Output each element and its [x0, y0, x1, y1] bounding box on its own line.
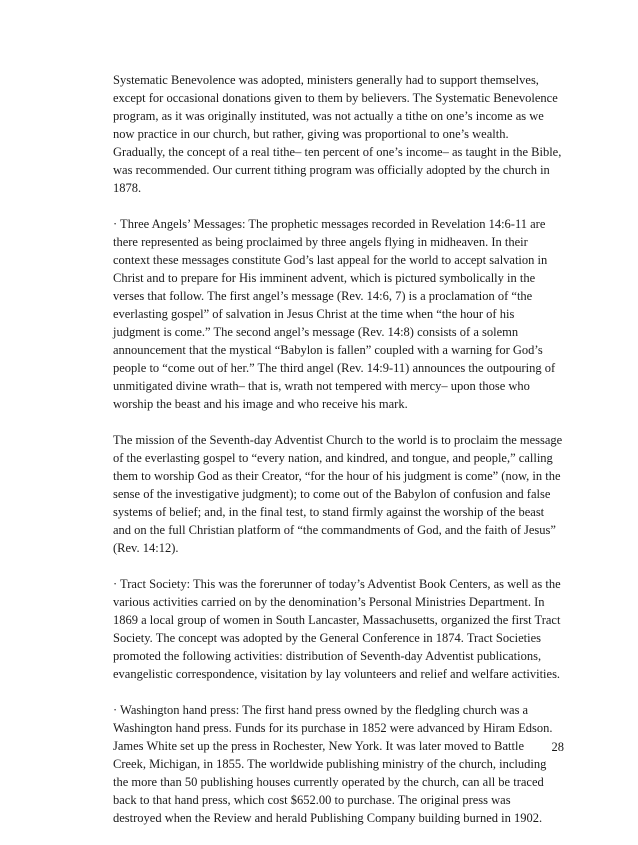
text-line: James White set up the press in Rochester, New York. It was later moved to Battle [113, 739, 524, 753]
text-line: announcement that the mystical “Babylon is fallen” coupled with a warning for God’s [113, 343, 543, 357]
body-text [113, 71, 563, 845]
text-line: · Three Angels’ Messages: The prophetic messages recorded in Revelation 14:6-11 are [113, 217, 546, 231]
paragraph-tract-society [113, 575, 563, 683]
paragraph-mission [113, 431, 563, 557]
text-line: and on the full Christian platform of “the commandments of God, and the faith of Jesus” [113, 523, 556, 537]
paragraph-washington-hand-press [113, 701, 563, 827]
text-line: various activities carried on by the denomination’s Personal Ministries Department. In [113, 595, 545, 609]
text-line: them to worship God as their Creator, “for the hour of his judgment is come” (now, in the [113, 469, 561, 483]
text-line: verses that follow. The first angel’s message (Rev. 14:6, 7) is a proclamation of “the [113, 289, 533, 303]
text-line: worship the beast and his image and who receive his mark. [113, 397, 408, 411]
text-line: · Tract Society: This was the forerunner of today’s Adventist Book Centers, as well as the [113, 577, 561, 591]
text-line: program, as it was originally instituted, was not actually a tithe on one’s income as we [113, 109, 544, 123]
text-line: context these messages constitute God’s last appeal for the world to accept salvation in [113, 253, 548, 267]
text-line: there represented as being proclaimed by three angels flying in midheaven. In their [113, 235, 528, 249]
text-line: (Rev. 14:12). [113, 541, 179, 555]
text-line: was recommended. Our current tithing program was officially adopted by the church in [113, 163, 550, 177]
paragraph-systematic-benevolence [113, 71, 563, 197]
text-line: of the everlasting gospel to “every nation, and kindred, and tongue, and people,” calling [113, 451, 553, 465]
text-line: Creek, Michigan, in 1855. The worldwide publishing ministry of the church, including [113, 757, 547, 771]
text-line: 1869 a local group of women in South Lancaster, Massachusetts, organized the first Tract [113, 613, 561, 627]
text-line: Systematic Benevolence was adopted, ministers generally had to support themselves, [113, 73, 539, 87]
text-line: destroyed when the Review and herald Publishing Company building burned in 1902. [113, 811, 543, 825]
text-line: the more than 50 publishing houses currently operated by the church, can all be traced [113, 775, 544, 789]
text-line: now practice in our church, but rather, giving was proportional to one’s wealth. [113, 127, 509, 141]
text-line: The mission of the Seventh-day Adventist Church to the world is to proclaim the message [113, 433, 563, 447]
text-line: sense of the investigative judgment); to come out of the Babylon of confusion and false [113, 487, 551, 501]
paragraph-three-angels-messages [113, 215, 563, 413]
text-line: unmitigated divine wrath– that is, wrath not tempered with mercy– upon those who [113, 379, 530, 393]
text-line: Washington hand press. Funds for its purchase in 1852 were advanced by Hiram Edson. [113, 721, 553, 735]
text-line: everlasting gospel” of salvation in Jesus Christ at the time when “the hour of his [113, 307, 515, 321]
text-line: except for occasional donations given to them by believers. The Systematic Benevolence [113, 91, 558, 105]
text-line: Gradually, the concept of a real tithe– ten percent of one’s income– as taught in the Bible, [113, 145, 562, 159]
text-line: 1878. [113, 181, 142, 195]
page-number: 28 [551, 740, 564, 754]
text-line: people to “come out of her.” The third angel (Rev. 14:9-11) announces the outpouring of [113, 361, 556, 375]
text-line: Society. The concept was adopted by the General Conference in 1874. Tract Societies [113, 631, 542, 645]
text-line: back to that hand press, which cost $652.00 to purchase. The original press was [113, 793, 511, 807]
text-line: promoted the following activities: distribution of Seventh-day Adventist publications, [113, 649, 542, 663]
text-line: Christ and to prepare for His imminent advent, which is pictured symbolically in the [113, 271, 536, 285]
text-line: · Washington hand press: The first hand press owned by the fledgling church was a [113, 703, 529, 717]
text-line: systems of belief; and, in the final test, to stand firmly against the worship of the beast [113, 505, 545, 519]
text-line: judgment is come.” The second angel’s message (Rev. 14:8) consists of a solemn [113, 325, 519, 339]
text-line: evangelistic correspondence, visitation by lay volunteers and relief and welfare activities. [113, 667, 561, 681]
